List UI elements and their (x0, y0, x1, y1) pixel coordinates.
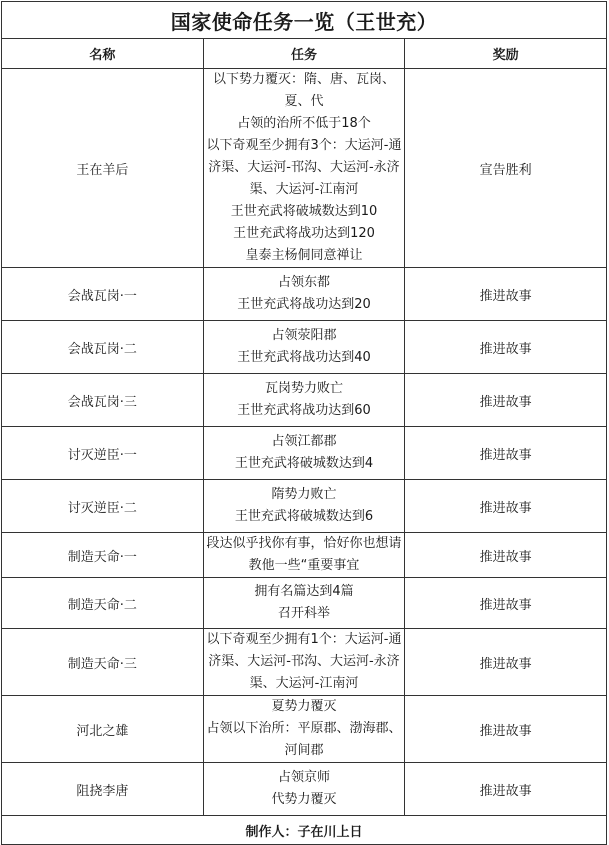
task-line: 占领京师 (277, 770, 330, 785)
header-name: 名称 (2, 39, 204, 69)
table-row (2, 321, 607, 374)
mission-tasks (203, 629, 405, 696)
mission-reward: 推进故事 (405, 696, 607, 763)
table-row (2, 763, 607, 816)
mission-tasks (203, 427, 405, 480)
task-line: 以下奇观至少拥有1个：大运河-通济渠、大运河-邗沟、大运河-永济 (206, 632, 402, 669)
mission-table-container (1, 1, 607, 845)
task-line: 瓦岗势力败亡 (264, 381, 343, 396)
task-line: 王世充武将破城数达到10 (230, 204, 378, 219)
task-line: 代势力覆灭 (271, 792, 337, 807)
table-row (2, 629, 607, 696)
mission-tasks (203, 696, 405, 763)
table-row (2, 69, 607, 268)
mission-name: 制造天命·二 (2, 578, 204, 629)
task-line: 王世充武将战功达到60 (237, 403, 371, 418)
task-line: 以下奇观至少拥有3个：大运河-通济渠、大运河-邗沟、大运河-永济 (206, 138, 402, 175)
task-line: 占领江都郡 (271, 434, 337, 449)
task-line: 渠、大运河-江南河 (249, 676, 359, 691)
mission-name: 阻挠李唐 (2, 763, 204, 816)
mission-tasks (203, 480, 405, 533)
task-line: 拥有名篇达到4篇 (254, 584, 354, 599)
mission-tasks (203, 268, 405, 321)
table-row (2, 427, 607, 480)
task-line: 占领荥阳郡 (271, 328, 337, 343)
mission-name: 制造天命·三 (2, 629, 204, 696)
mission-reward: 推进故事 (405, 629, 607, 696)
task-line: 段达似乎找你有事，恰好你也想请教他一些“重要事宜 (206, 536, 402, 573)
task-line: 王世充武将战功达到20 (237, 297, 371, 312)
mission-reward: 推进故事 (405, 533, 607, 578)
mission-name: 王在羊后 (2, 69, 204, 268)
task-line: 占领东都 (277, 275, 330, 290)
mission-name: 河北之雄 (2, 696, 204, 763)
table-title: 国家使命任务一览（王世充） (2, 2, 607, 39)
header-task: 任务 (203, 39, 405, 69)
mission-tasks (203, 69, 405, 268)
task-line: 王世充武将战功达到40 (237, 350, 371, 365)
task-line: 王世充武将破城数达到4 (234, 456, 374, 471)
footer-credit: 制作人：子在川上日 (2, 816, 607, 845)
mission-table (1, 1, 607, 845)
task-line: 渠、大运河-江南河 (249, 182, 359, 197)
mission-reward: 推进故事 (405, 578, 607, 629)
task-line: 召开科举 (277, 606, 330, 621)
task-line: 王世充武将战功达到120 (233, 226, 375, 241)
mission-tasks (203, 321, 405, 374)
mission-name: 会战瓦岗·三 (2, 374, 204, 427)
mission-tasks (203, 533, 405, 578)
mission-reward: 推进故事 (405, 321, 607, 374)
mission-reward: 推进故事 (405, 480, 607, 533)
mission-reward: 推进故事 (405, 763, 607, 816)
mission-reward: 推进故事 (405, 427, 607, 480)
task-line: 夏势力覆灭 (271, 699, 337, 714)
header-reward: 奖励 (405, 39, 607, 69)
table-row (2, 268, 607, 321)
header-row (2, 39, 607, 69)
table-row (2, 480, 607, 533)
mission-reward: 宣告胜利 (405, 69, 607, 268)
task-line: 皇泰主杨侗同意禅让 (245, 248, 363, 263)
table-row (2, 578, 607, 629)
table-row (2, 696, 607, 763)
title-row (2, 2, 607, 39)
footer-row (2, 816, 607, 845)
mission-name: 会战瓦岗·一 (2, 268, 204, 321)
table-row (2, 374, 607, 427)
task-line: 王世充武将破城数达到6 (234, 509, 374, 524)
mission-tasks (203, 374, 405, 427)
mission-name: 会战瓦岗·二 (2, 321, 204, 374)
mission-name: 制造天命·一 (2, 533, 204, 578)
task-line: 隋势力败亡 (271, 487, 337, 502)
task-line: 以下势力覆灭：隋、唐、瓦岗、夏、代 (212, 72, 395, 109)
task-line: 占领以下治所：平原郡、渤海郡、河间郡 (206, 721, 402, 758)
mission-tasks (203, 578, 405, 629)
mission-tasks (203, 763, 405, 816)
mission-reward: 推进故事 (405, 374, 607, 427)
task-line: 占领的治所不低于18个 (237, 116, 371, 131)
mission-name: 讨灭逆臣·一 (2, 427, 204, 480)
table-row (2, 533, 607, 578)
mission-reward: 推进故事 (405, 268, 607, 321)
mission-name: 讨灭逆臣·二 (2, 480, 204, 533)
